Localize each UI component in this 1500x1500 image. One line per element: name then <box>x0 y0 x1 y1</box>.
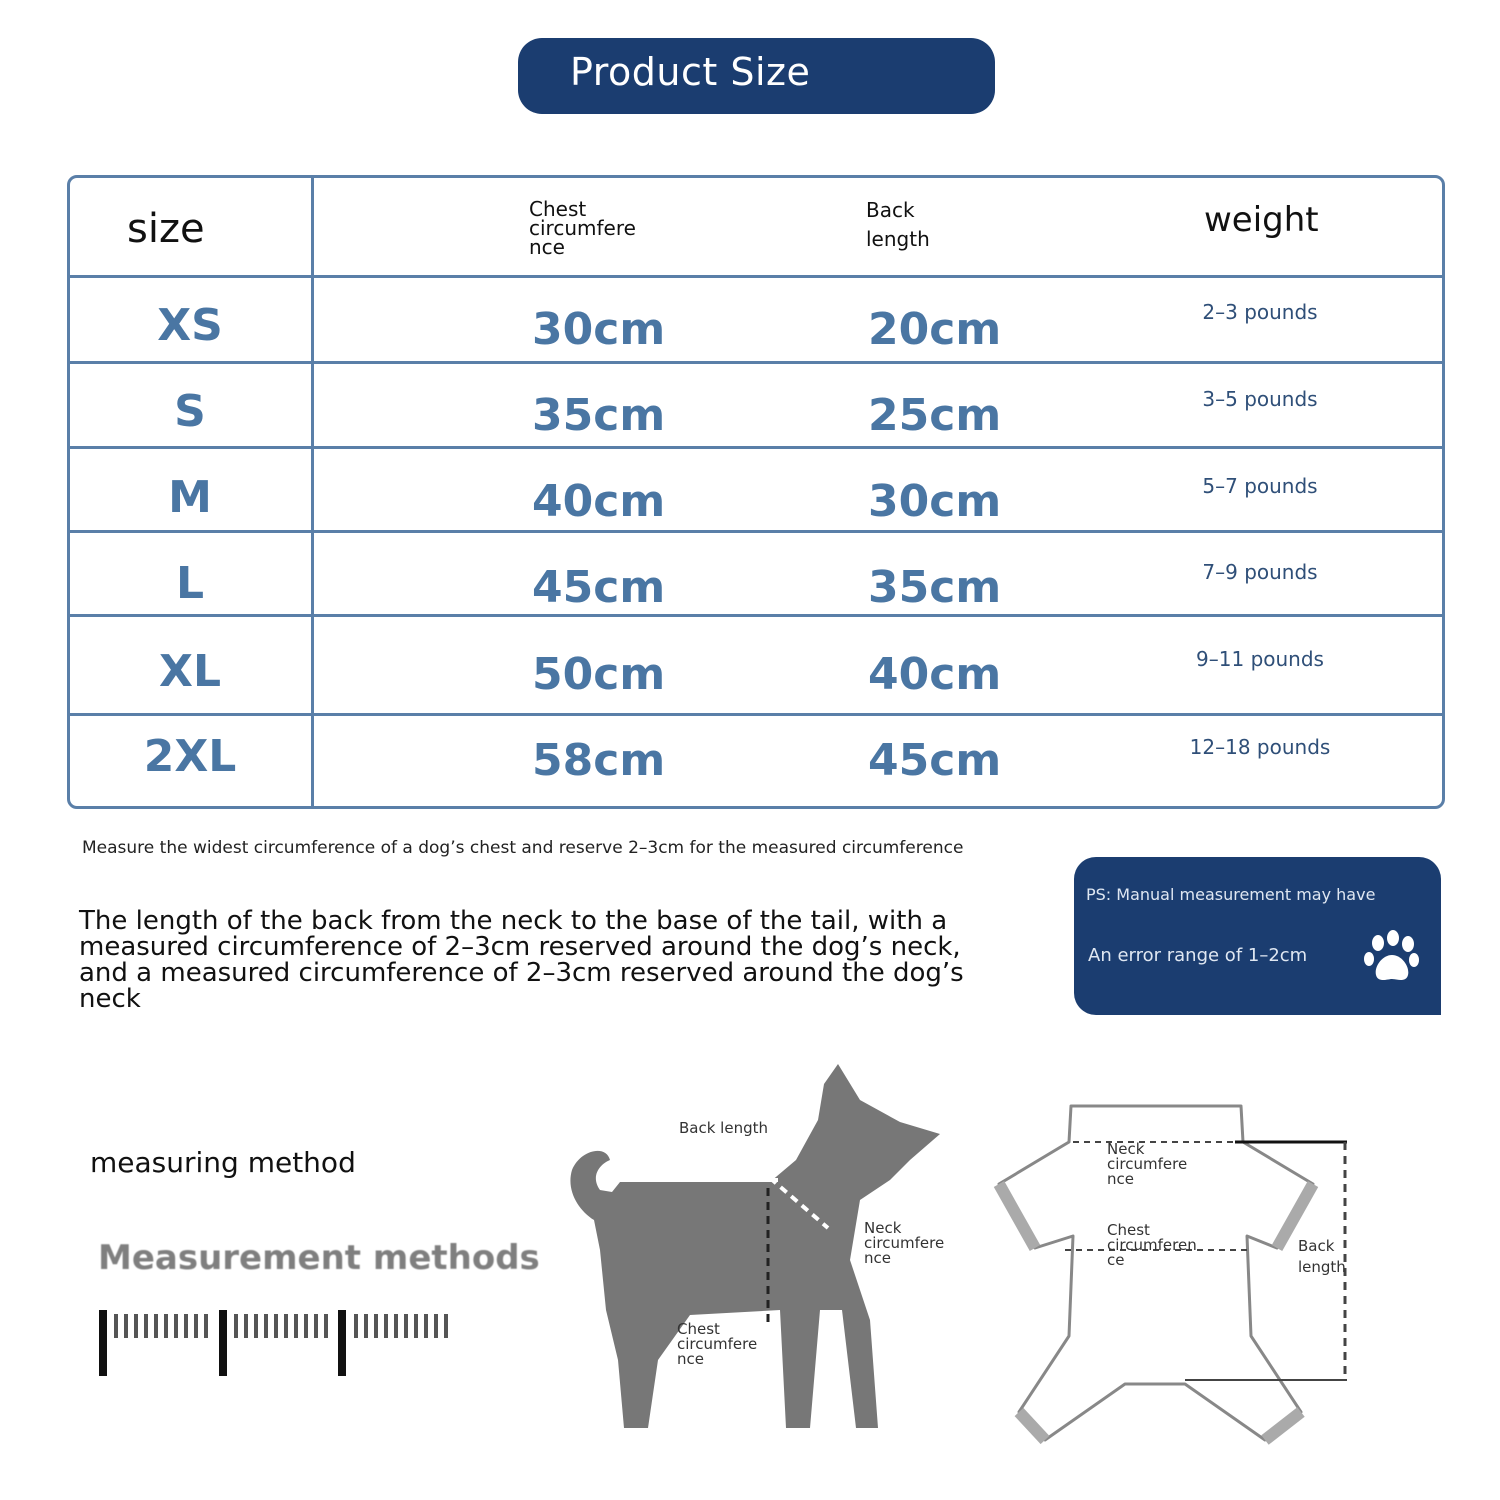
measuring-method-title: measuring method <box>90 1146 356 1179</box>
page-title: Product Size <box>570 50 811 94</box>
size-table <box>67 175 1445 809</box>
garment-chest-label: Chest circumferen ce <box>1107 1221 1197 1269</box>
row-divider <box>70 614 1442 617</box>
row-xl-size: XL <box>159 646 221 697</box>
row-s-back: 25cm <box>868 390 1002 441</box>
dog-chest-label: Chest circumfere nce <box>677 1320 758 1368</box>
row-m-chest: 40cm <box>532 476 666 527</box>
ruler-icon <box>96 1306 456 1378</box>
ps-line-2: An error range of 1–2cm <box>1088 945 1308 966</box>
row-m-size: M <box>168 472 212 523</box>
paw-icon <box>1362 929 1422 989</box>
row-2xl-chest: 58cm <box>532 735 666 786</box>
row-m-weight: 5–7 pounds <box>1202 474 1318 498</box>
row-m-back: 30cm <box>868 476 1002 527</box>
header-size: size <box>127 206 205 252</box>
dog-neck-label: Neck circumfere nce <box>864 1219 945 1267</box>
row-xs-size: XS <box>157 300 223 351</box>
column-divider <box>311 178 314 806</box>
row-2xl-weight: 12–18 pounds <box>1189 735 1331 759</box>
back-note: The length of the back from the neck to the base of the tail, with a measured circumference of 2–3cm reserved around the dog’s neck, and a measured circumference of 2–3cm reserved around the dog’s neck <box>79 906 964 1014</box>
row-l-weight: 7–9 pounds <box>1202 560 1318 584</box>
row-xs-chest: 30cm <box>532 304 666 355</box>
header-back: Back length <box>866 198 930 251</box>
row-xs-back: 20cm <box>868 304 1002 355</box>
row-divider <box>70 275 1442 278</box>
title-banner <box>518 38 995 114</box>
garment-back-label: Back length <box>1298 1237 1346 1276</box>
chest-note: Measure the widest circumference of a dog’s chest and reserve 2–3cm for the measured circumference <box>82 838 964 858</box>
dog-back-length-label: Back length <box>679 1119 768 1137</box>
measurement-methods-subtitle: Measurement methods <box>98 1238 540 1278</box>
row-xl-chest: 50cm <box>532 649 666 700</box>
ps-box <box>1074 857 1441 1015</box>
row-l-chest: 45cm <box>532 562 666 613</box>
row-2xl-size: 2XL <box>143 731 237 782</box>
row-s-size: S <box>174 386 206 437</box>
row-s-weight: 3–5 pounds <box>1202 387 1318 411</box>
row-divider <box>70 446 1442 449</box>
garment-neck-label: Neck circumfere nce <box>1107 1140 1188 1188</box>
header-chest: Chest circumfere nce <box>529 197 636 259</box>
row-xl-back: 40cm <box>868 649 1002 700</box>
row-l-size: L <box>175 558 205 609</box>
row-2xl-back: 45cm <box>868 735 1002 786</box>
row-xs-weight: 2–3 pounds <box>1202 300 1318 324</box>
row-l-back: 35cm <box>868 562 1002 613</box>
row-divider <box>70 530 1442 533</box>
row-divider <box>70 713 1442 716</box>
header-weight: weight <box>1204 200 1319 240</box>
row-xl-weight: 9–11 pounds <box>1196 647 1324 671</box>
row-s-chest: 35cm <box>532 390 666 441</box>
row-divider <box>70 361 1442 364</box>
ps-line-1: PS: Manual measurement may have <box>1086 885 1376 904</box>
